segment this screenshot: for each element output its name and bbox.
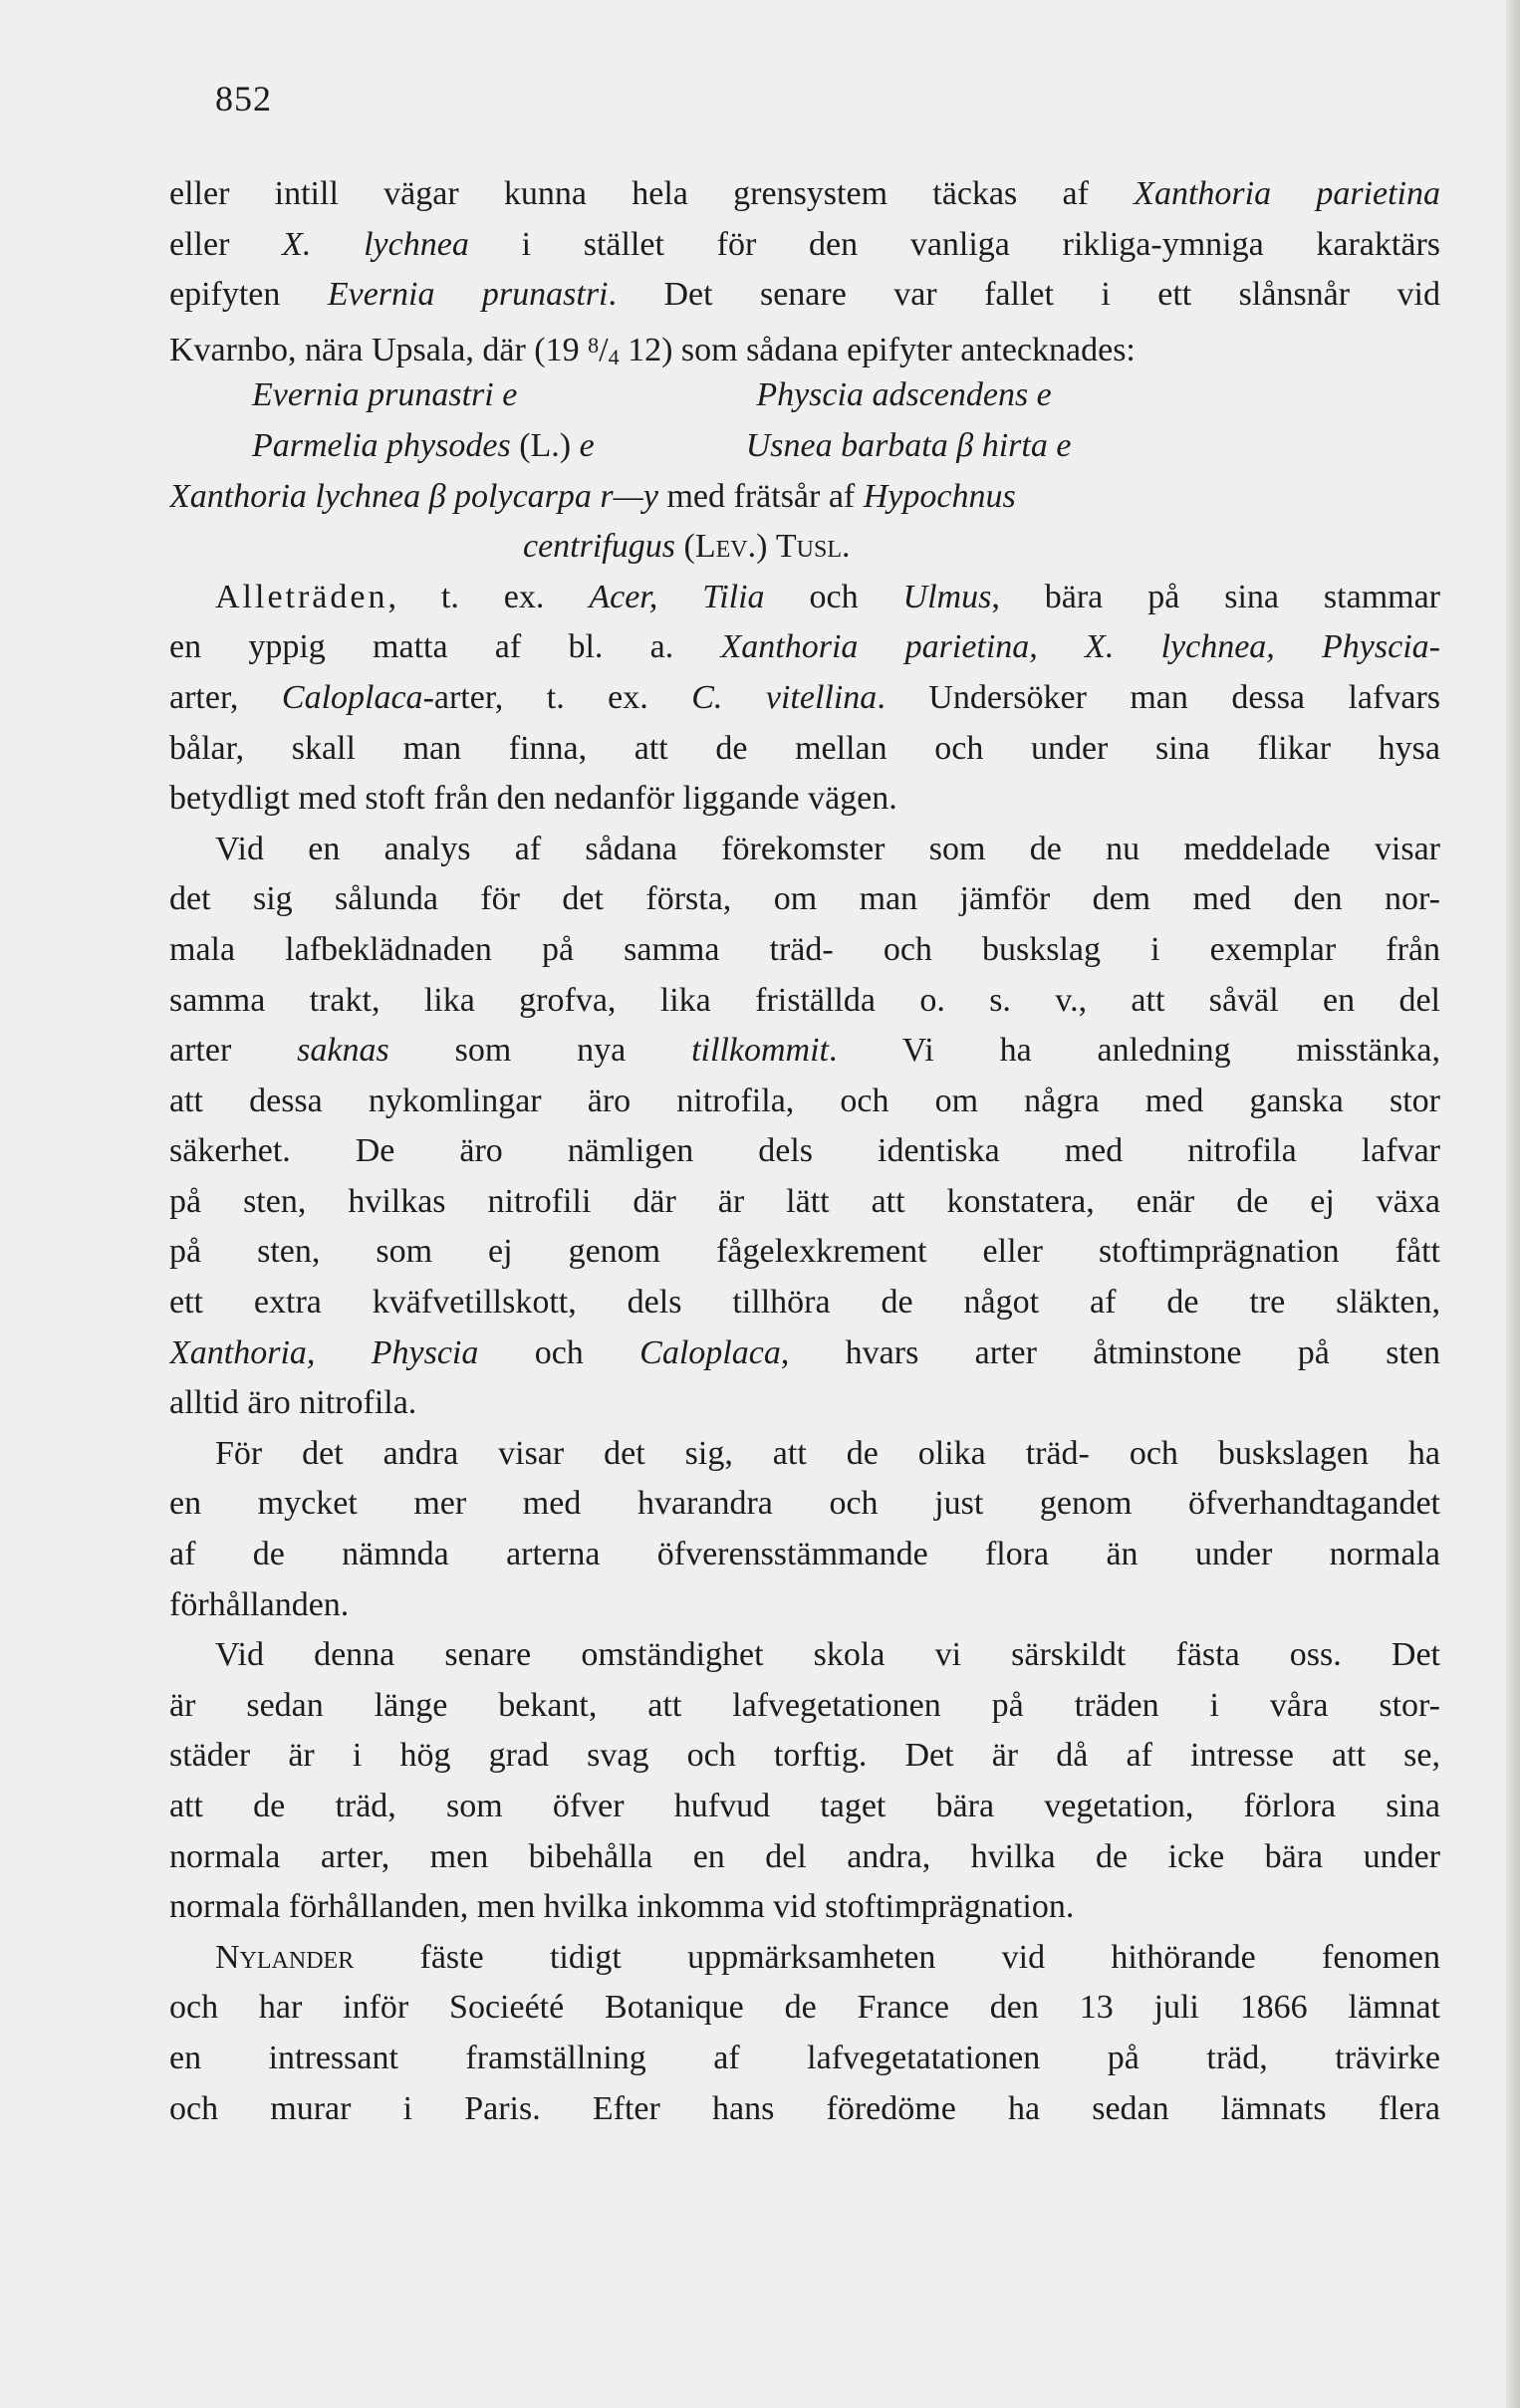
text-line <box>169 1126 1440 1177</box>
text-segment: bålar, skall man finna, att de mellan och under sina flikar hysa <box>169 729 1440 767</box>
text-segment: alltid äro nitrofila. <box>169 1384 417 1422</box>
text-segment: ett extra kväfvetillskott, dels tillhöra de något af de tre släkten, <box>169 1284 1440 1322</box>
text-line <box>169 724 1440 775</box>
text-line <box>169 1832 1440 1883</box>
text-line <box>169 2084 1440 2135</box>
text-line <box>169 220 1440 271</box>
text-segment: . Undersöker man dessa lafvars <box>877 678 1440 716</box>
fraction-slash: / <box>599 331 609 368</box>
species-name: Xanthoria, Physcia <box>169 1333 479 1371</box>
species-name: Evernia prunastri <box>327 276 609 314</box>
text-segment: , bära på sina stammar <box>991 578 1440 615</box>
emphasis: tillkommit <box>691 1032 829 1070</box>
text-segment: . Det senare var fallet i ett slånsnår vid <box>608 276 1440 314</box>
text-segment: samma trakt, lika grofva, lika friställda o. s. v., att såväl en del <box>169 981 1440 1019</box>
text-segment: betydligt med stoft från den nedanför liggande vägen. <box>169 780 897 818</box>
text-segment: och <box>764 578 903 615</box>
text-segment: fäste tidigt uppmärksamheten vid hithörande fenomen <box>354 1938 1440 1976</box>
text-line <box>169 1378 1440 1429</box>
species-name: Acer, Tilia <box>589 578 765 615</box>
fraction-numerator: 8 <box>588 332 600 358</box>
text-segment: . <box>842 528 851 566</box>
text-segment: förhållanden. <box>169 1585 350 1623</box>
text-line <box>169 1479 1440 1530</box>
species-entry: centrifugus <box>523 528 675 566</box>
text-segment: . Vi ha anledning misstänka, <box>829 1032 1440 1070</box>
text-line <box>169 1177 1440 1228</box>
text-segment: på sten, hvilkas nitrofili där är lätt att konstatera, enär de ej växa <box>169 1182 1440 1220</box>
text-line <box>169 321 1440 371</box>
species-name: Caloplaca <box>639 1333 781 1371</box>
text-line <box>169 622 1440 673</box>
text-line <box>169 1782 1440 1832</box>
text-segment: normala förhållanden, men hvilka inkomma vid stoftimprägnation. <box>169 1888 1075 1926</box>
author-abbreviation: (L.) <box>510 426 580 464</box>
page-edge-shadow <box>1506 0 1520 2408</box>
species-name: C. vitellina <box>691 678 878 716</box>
text-segment: som nya <box>388 1032 692 1070</box>
text-line <box>169 874 1440 925</box>
author-name: Lev <box>694 528 748 566</box>
text-line <box>169 1983 1440 2034</box>
text-segment: af de nämnda arterna öfverensstämmande flora än under normala <box>169 1536 1440 1573</box>
species-entry: Physcia adscendens e <box>756 376 1052 414</box>
text-line <box>169 1227 1440 1278</box>
text-segment: med frätsår af <box>657 477 864 515</box>
text-line <box>169 169 1440 220</box>
text-line <box>169 1328 1440 1379</box>
text-line <box>169 673 1440 724</box>
text-segment: Vid denna senare omständighet skola vi särskildt fästa oss. Det <box>215 1636 1440 1674</box>
text-segment: , t. ex. <box>387 578 590 615</box>
species-entry: Usnea barbata β hirta e <box>745 426 1072 464</box>
species-name: Xanthoria parietina, X. lychnea, Physcia- <box>720 628 1440 666</box>
text-line <box>169 2034 1440 2084</box>
species-list-row <box>169 421 1440 472</box>
text-segment: Vid en analys af sådana förekomster som de nu meddelade visar <box>215 830 1440 867</box>
text-segment: att de träd, som öfver hufvud taget bära vegetation, förlora sina <box>169 1788 1440 1824</box>
text-line <box>169 1077 1440 1127</box>
text-line <box>169 1630 1440 1681</box>
text-segment: och murar i Paris. Efter hans föredöme ha sedan lämnats flera <box>169 2089 1440 2127</box>
species-entry: Xanthoria lychnea β polycarpa r—y <box>169 477 658 515</box>
text-segment: arter <box>169 1032 298 1070</box>
page-number: 852 <box>215 79 272 119</box>
text-line <box>169 1580 1440 1631</box>
species-entry: e <box>579 426 595 464</box>
text-line <box>169 825 1440 875</box>
text-segment: en mycket mer med hvarandra och just genom öfverhandtagandet <box>169 1485 1440 1523</box>
text-segment: det sig sålunda för det första, om man jämför dem med den nor- <box>169 880 1440 918</box>
text-line <box>169 1882 1440 1933</box>
author-name: Tusl <box>775 528 843 566</box>
species-name: X. lychnea <box>282 225 469 263</box>
text-segment: normala arter, men bibehålla en del andra, hvilka de icke bära under <box>169 1837 1440 1875</box>
text-segment: ( <box>674 528 695 566</box>
species-list-row <box>169 472 1440 523</box>
body-text <box>169 169 1440 2134</box>
text-line <box>169 270 1440 321</box>
text-segment: -arter, t. ex. <box>422 678 692 716</box>
text-segment: .) <box>747 528 776 566</box>
species-list-row <box>169 370 1440 421</box>
text-line <box>169 1278 1440 1328</box>
text-segment: För det andra visar det sig, att de olika träd- och buskslagen ha <box>215 1434 1440 1472</box>
text-segment: en yppig matta af bl. a. <box>169 628 721 666</box>
text-segment: eller <box>169 225 283 263</box>
text-line <box>169 1530 1440 1580</box>
text-line <box>169 925 1440 976</box>
text-segment: på sten, som ej genom fågelexkrement eller stoftimprägnation fått <box>169 1233 1440 1271</box>
species-entry: Parmelia physodes <box>252 426 511 464</box>
text-line <box>169 573 1440 623</box>
text-segment: säkerhet. De äro nämligen dels identiska med nitrofila lafvar <box>169 1132 1440 1170</box>
species-entry: Evernia prunastri e <box>252 376 518 414</box>
emphasis: saknas <box>297 1032 389 1070</box>
text-segment: epifyten <box>169 276 328 314</box>
species-list-row <box>169 522 1440 573</box>
text-segment: städer är i hög grad svag och torftig. Det är då af intresse att se, <box>169 1737 1440 1775</box>
author-name: Nylander <box>215 1938 355 1976</box>
text-line <box>169 1429 1440 1480</box>
text-line <box>169 976 1440 1027</box>
species-entry: Hypochnus <box>863 477 1016 515</box>
text-segment: i stället för den vanliga rikliga-ymniga karaktärs <box>468 225 1440 263</box>
text-segment: 12) som sådana epifyter antecknades: <box>619 331 1136 368</box>
text-segment: är sedan länge bekant, att lafvegetationen på träden i våra stor- <box>169 1686 1440 1724</box>
text-segment: Kvarnbo, nära Upsala, där (19 <box>169 331 589 368</box>
species-name: Caloplaca <box>281 678 423 716</box>
species-name: Xanthoria parietina <box>1134 175 1440 212</box>
text-line <box>169 1681 1440 1732</box>
text-line <box>169 774 1440 825</box>
text-segment: att dessa nykomlingar äro nitrofila, och om några med ganska stor <box>169 1082 1440 1119</box>
text-line <box>169 1026 1440 1077</box>
text-segment: arter, <box>169 678 282 716</box>
text-segment: eller intill vägar kunna hela grensystem täckas af <box>169 175 1135 212</box>
text-segment: en intressant framställning af lafvegetatationen på träd, trävirke <box>169 2039 1440 2076</box>
text-line <box>169 1933 1440 1984</box>
text-segment: och har inför Socieété Botanique de France den 13 juli 1866 lämnat <box>169 1989 1440 2027</box>
species-name: Ulmus <box>902 578 992 615</box>
text-segment: , hvars arter åtminstone på sten <box>780 1333 1440 1371</box>
spaced-heading: Alleträden <box>215 578 388 615</box>
text-line <box>169 1731 1440 1782</box>
text-segment: mala lafbeklädnaden på samma träd- och buskslag i exemplar från <box>169 930 1440 968</box>
fraction-denominator: 4 <box>608 344 620 369</box>
text-segment: och <box>478 1333 640 1371</box>
